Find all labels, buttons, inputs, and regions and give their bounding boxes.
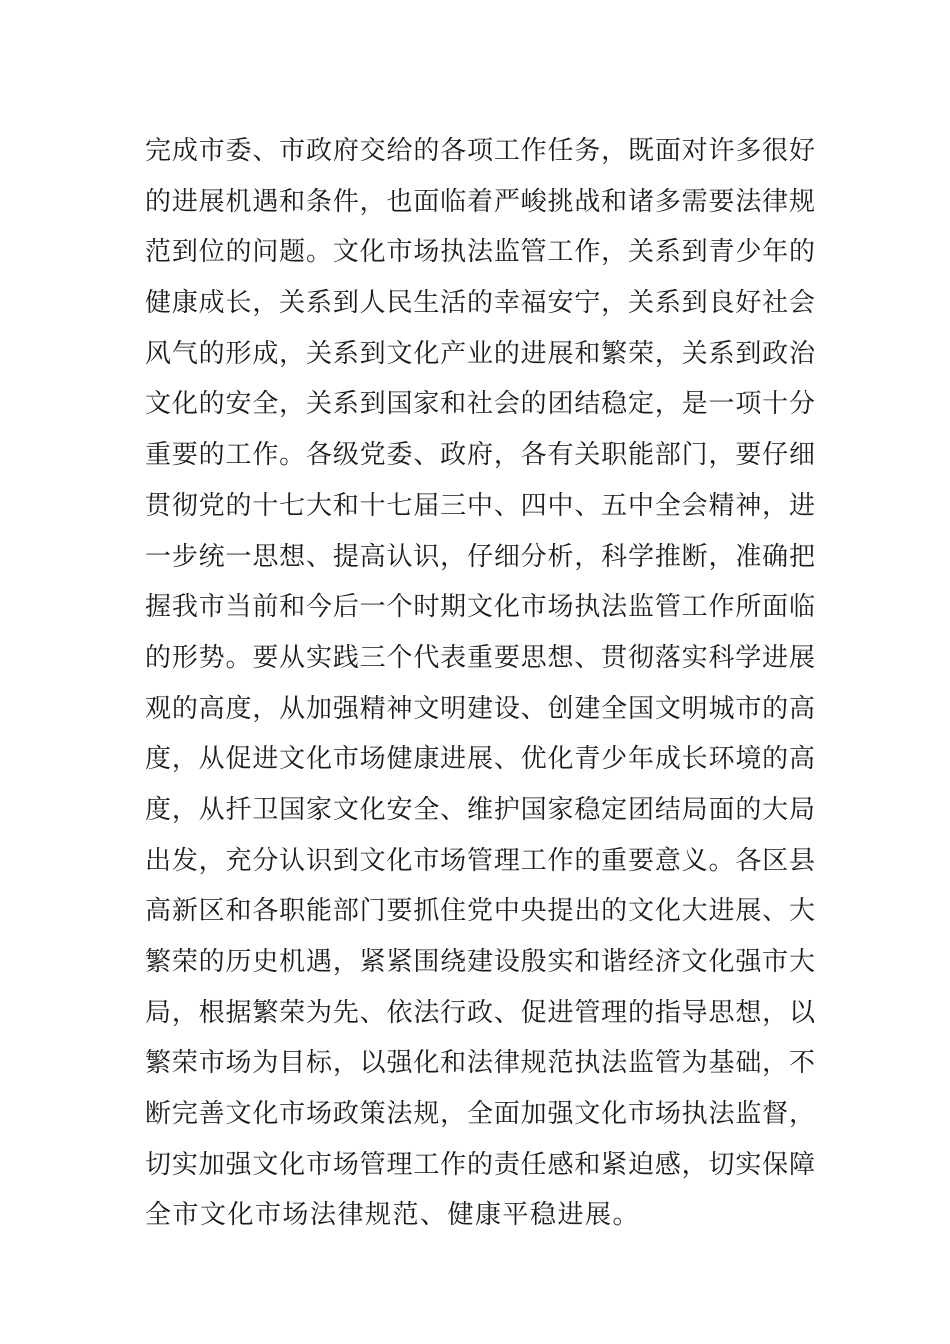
text-line: 出发，充分认识到文化市场管理工作的重要意义。各区县 [145, 845, 815, 876]
text-line: 健康成长，关系到人民生活的幸福安宁，关系到良好社会 [145, 288, 815, 319]
body-paragraph [145, 126, 815, 1241]
text-line: 的进展机遇和条件，也面临着严峻挑战和诸多需要法律规 [145, 186, 815, 217]
text-line: 重要的工作。各级党委、政府，各有关职能部门，要仔细 [145, 440, 815, 471]
text-line: 风气的形成，关系到文化产业的进展和繁荣，关系到政治 [145, 338, 815, 369]
text-line: 切实加强文化市场管理工作的责任感和紧迫感，切实保障 [145, 1149, 815, 1180]
text-line: 繁荣的历史机遇，紧紧围绕建设殷实和谐经济文化强市大 [145, 947, 815, 977]
text-line: 高新区和各职能部门要抓住党中央提出的文化大进展、大 [145, 896, 815, 927]
text-line: 一步统一思想、提高认识，仔细分析，科学推断，准确把 [145, 541, 815, 572]
text-line: 局，根据繁荣为先、依法行政、促进管理的指导思想，以 [145, 997, 815, 1028]
text-line: 度，从扦卫国家文化安全、维护国家稳定团结局面的大局 [145, 794, 815, 825]
text-line-last: 全市文化市场法律规范、健康平稳进展。 [145, 1200, 641, 1231]
text-line: 文化的安全，关系到国家和社会的团结稳定，是一项十分 [145, 389, 815, 420]
text-line: 握我市当前和今后一个时期文化市场执法监管工作所面临 [145, 592, 815, 623]
text-line: 的形势。要从实践三个代表重要思想、贯彻落实科学进展 [145, 642, 815, 673]
text-line: 贯彻党的十七大和十七届三中、四中、五中全会精神，进 [145, 490, 815, 521]
text-line: 度，从促进文化市场健康进展、优化青少年成长环境的高 [145, 744, 815, 775]
text-line: 观的高度，从加强精神文明建设、创建全国文明城市的高 [145, 693, 815, 724]
text-line: 断完善文化市场政策法规，全面加强文化市场执法监督， [145, 1099, 815, 1130]
text-line: 完成市委、市政府交给的各项工作任务，既面对许多很好 [145, 136, 815, 166]
text-line: 繁荣市场为目标，以强化和法律规范执法监管为基础，不 [145, 1048, 815, 1079]
text-line: 范到位的问题。文化市场执法监管工作，关系到青少年的 [145, 237, 815, 268]
